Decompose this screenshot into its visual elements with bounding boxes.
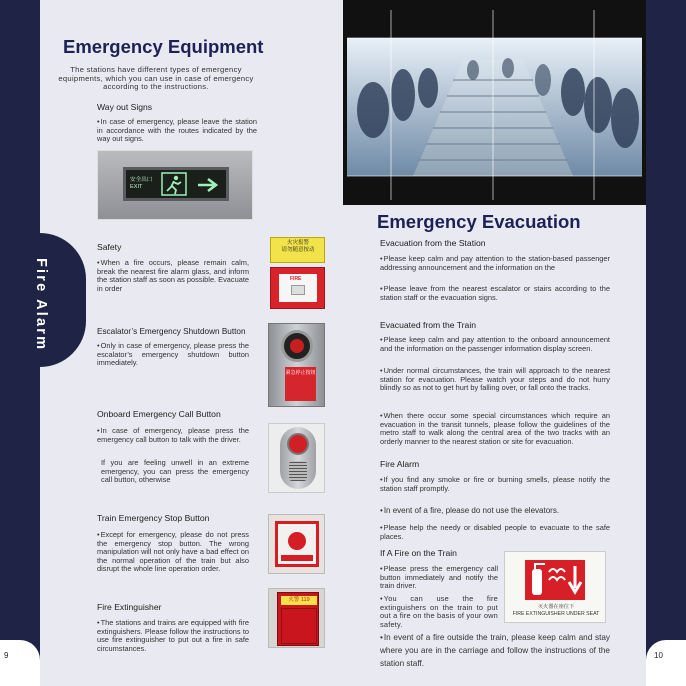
fire-alarm-bullet-3: • Please help the needy or disabled people to evacuate to the safe places. <box>380 524 610 541</box>
emergency-call-photo <box>268 423 325 493</box>
escalator-button-photo <box>268 323 325 407</box>
heading-fire-on-train: If A Fire on the Train <box>380 548 457 558</box>
page-number-right: 10 <box>654 651 663 660</box>
heading-way-out-signs: Way out Signs <box>97 102 153 112</box>
arrow-right-icon <box>196 177 222 193</box>
escalator-crowd-photo <box>343 0 646 205</box>
seat-sign-cn: 灭火器在座位下 <box>537 604 575 610</box>
heading-train-stop: Train Emergency Stop Button <box>97 513 210 523</box>
exit-sign-panel <box>123 167 229 201</box>
fire-119-label: 火警 119 <box>281 596 317 605</box>
heading-fire-alarm: Fire Alarm <box>380 459 420 469</box>
extinguisher-text: • The stations and trains are equipped with fire extinguishers. Please follow the instructions to use fire extinguisher to put out a fire in safe circumstances. <box>97 619 249 653</box>
page-number-tab-left <box>0 640 40 686</box>
emergency-stop-photo <box>268 514 325 574</box>
station-bullet-2: • Please leave from the nearest escalator or stairs according to the station staff or the evacuation signs. <box>380 285 610 302</box>
page-number-left: 9 <box>4 651 9 660</box>
heading-safety: Safety <box>97 242 122 252</box>
shutdown-button-label: 紧急停止按钮 <box>285 367 316 401</box>
extinguisher-under-seat-sign <box>504 551 606 623</box>
extinguisher-box-photo <box>268 588 325 648</box>
page-title-emergency-evacuation: Emergency Evacuation <box>377 211 581 232</box>
train-bullet-3: • When there occur some special circumstances which require an evacuation in the transit tunnels, please follow the guidelines of the metro staff to walk along the central area of the two tracks with an orderly manner to the nearest station or site for evacuation. <box>380 412 610 446</box>
alarm-button-icon <box>291 285 305 295</box>
seat-sign-en: FIRE EXTINGUISHER UNDER SEAT <box>512 611 600 617</box>
station-bullet-1: • Please keep calm and pay attention to the station-based passenger addressing announcement and the information on the <box>380 255 610 272</box>
way-out-text: • In case of emergency, please leave the station in accordance with the routes indicated by the way out signs. <box>97 118 257 144</box>
heading-fire-extinguisher: Fire Extinguisher <box>97 602 162 612</box>
heading-evacuated-train: Evacuated from the Train <box>380 320 477 330</box>
extinguisher-icon <box>525 560 585 600</box>
call-button-icon <box>287 433 309 455</box>
fire-train-bullet-1: • Please press the emergency call button immediately and notify the train driver. <box>380 565 498 591</box>
side-tab-label: Fire Alarm <box>33 258 49 352</box>
train-bullet-2: • Under normal circumstances, the train will approach to the nearest station for evacuation. Please watch your steps and do not hurry blindly so as not to get hurt by falling over, or fall onto the tracks. <box>380 367 610 393</box>
shutdown-button-icon <box>281 330 313 362</box>
intro-text: The stations have different types of emergency equipments, which you can use in case of emergency according to the instructions. <box>58 65 254 92</box>
onboard-text-2: If you are feeling unwell in an extreme emergency, you can press the emergency call button, otherwise <box>101 458 249 484</box>
heading-evacuation-station: Evacuation from the Station <box>380 238 486 248</box>
fire-alarm-bullet-2: • In event of a fire, please do not use the elevators. <box>380 507 610 516</box>
stop-text: • Except for emergency, please do not press the emergency stop button. The wrong manipulation will not only have a bad effect on the normal operation of the train but also disrupt the whole line operation order. <box>97 531 249 574</box>
train-bullet-1: • Please keep calm and pay attention to the onboard announcement and the information on the passenger information display screen. <box>380 336 610 353</box>
fire-alarm-box-photo: FIRE <box>270 267 325 309</box>
stop-button-icon <box>288 532 306 550</box>
fire-alarm-sign: 火灾报警 请勿随意按动 <box>270 237 325 263</box>
speaker-grille-icon <box>289 461 307 481</box>
escalator-scene <box>343 0 646 205</box>
fire-train-bullet-3: • In event of a fire outside the train, please keep calm and stay where you are in the carriage and follow the instructions of the station staff. <box>380 631 610 670</box>
fire-alarm-bullet-1: • If you find any smoke or fire or burning smells, please notify the station staff promptly. <box>380 476 610 493</box>
running-man-icon <box>159 172 189 197</box>
fire-train-bullet-2: • You can use the fire extinguishers on the train to put out a fire on the basis of your own safety. <box>380 595 498 629</box>
escalator-text: • Only in case of emergency, please press the escalator’s emergency shutdown button immediately. <box>97 342 249 368</box>
page-title-emergency-equipment: Emergency Equipment <box>63 36 264 57</box>
heading-escalator-shutdown: Escalator’s Emergency Shutdown Button <box>97 327 246 336</box>
safety-text: • When a fire occurs, please remain calm, break the nearest fire alarm glass, and inform the station staff as soon as possible. Evacuate in order <box>97 259 249 293</box>
page-number-tab-right <box>646 640 686 686</box>
onboard-text-1: • In case of emergency, please press the emergency call button to talk with the driver. <box>97 427 249 444</box>
exit-sign-text: 安全出口 EXIT <box>130 177 153 190</box>
exit-sign-photo <box>97 150 253 220</box>
heading-onboard-call: Onboard Emergency Call Button <box>97 409 221 419</box>
